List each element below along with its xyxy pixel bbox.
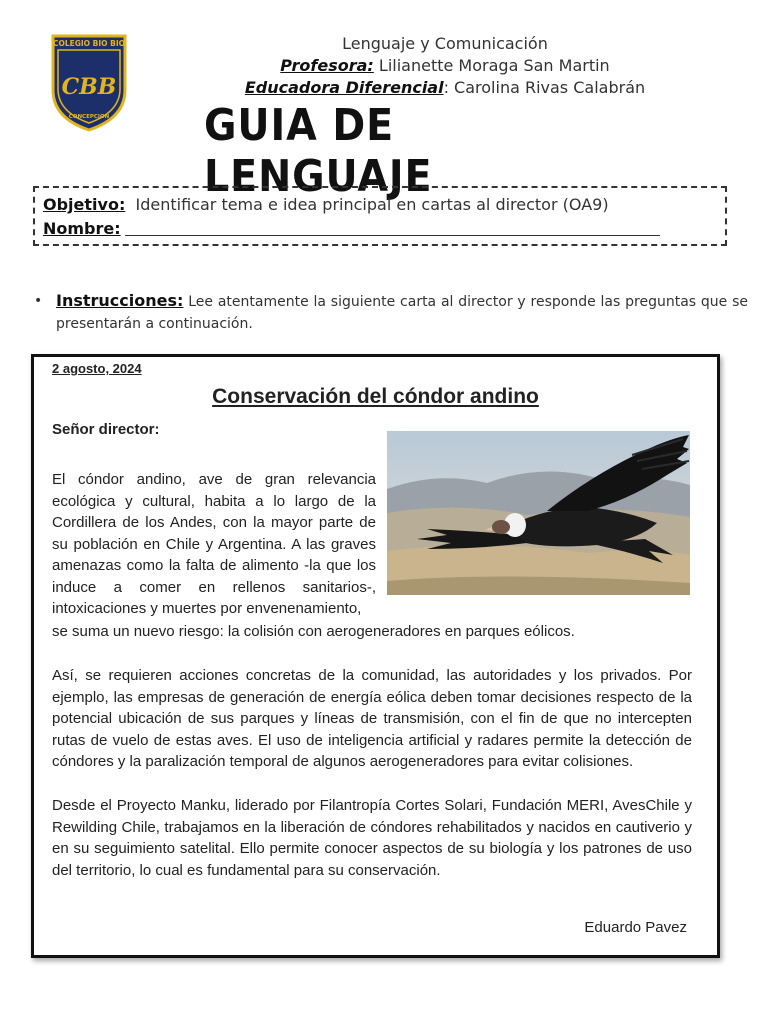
name-row (43, 217, 717, 241)
subject-line: Lenguaje y Comunicación (342, 34, 548, 53)
letter-paragraph-1a: El cóndor andino, ave de gran relevancia ecológica y cultural, habita a lo largo de la Cordillera de los Andes, con la mayor parte de su población en Chile y Argentina. A las graves amenazas como la falta de alimento -la que los induce a comer en rellenos sanitarios-, intoxicaciones y muertes por envenenamiento, (52, 471, 376, 617)
objective-row (43, 193, 717, 217)
educator-line (150, 78, 740, 97)
logo-monogram: CBB (61, 74, 117, 100)
letter-paragraph-3: Desde el Proyecto Manku, liderado por Filantropía Cortes Solari, Fundación MERI, AvesChile y Rewilding Chile, trabajamos en la liberación de cóndores rehabilitados y nacidos en cautiverio y en su seguimiento satelital. Ello permite conocer aspectos de su biología y los patrones de uso del territorio, lo cual es fundamental para su conservación. (52, 797, 692, 879)
logo-top-text: COLEGIO BIO BIO (52, 39, 126, 48)
educator-label: Educadora Diferencial (244, 78, 444, 97)
instructions-label: Instrucciones: (56, 291, 184, 310)
objective-box (33, 186, 727, 246)
letter-paragraph-2: Así, se requieren acciones concretas de la comunidad, las autoridades y los privados. Por ejemplo, las empresas de generación de energía eólica deben tomar decisiones respecto de la potencial ubicación de sus parques y líneas de transmisión, con el fin de que no intercepten rutas de vuelo de estas aves. El uso de inteligencia artificial y radares permite la detección de cóndores y la paralización temporal de algunos aerogeneradores para evitar colisiones. (52, 667, 692, 770)
letter-paragraph-1b: se suma un nuevo riesgo: la colisión con aerogeneradores en parques eólicos. (52, 623, 575, 640)
instructions-text: Lee atentamente la siguiente carta al director y responde las preguntas que se presentarán a continuación. (56, 294, 748, 332)
letter-title: Conservación del cóndor andino (212, 385, 539, 408)
letter-card (31, 354, 720, 958)
teacher-name: Lilianette Moraga San Martin (373, 56, 610, 75)
letter-signature: Eduardo Pavez (584, 919, 687, 936)
condor-photo (387, 431, 690, 595)
bullet-icon: • (34, 293, 43, 309)
letter-date: 2 agosto, 2024 (52, 361, 142, 376)
letter-greeting: Señor director: (52, 421, 160, 438)
objective-text: Identificar tema e idea principal en cartas al director (OA9) (135, 195, 609, 214)
logo-bottom-text: CONCEPCION (68, 114, 110, 120)
page-title: GUIA DE LENGUAJE (204, 100, 433, 202)
school-logo (49, 32, 129, 132)
objective-label: Objetivo: (43, 195, 126, 214)
teacher-label: Profesora: (280, 56, 374, 75)
name-field[interactable] (125, 219, 660, 236)
teacher-line (150, 56, 740, 75)
instructions (34, 290, 748, 335)
educator-name: : Carolina Rivas Calabrán (443, 78, 646, 97)
name-label: Nombre: (43, 219, 121, 238)
